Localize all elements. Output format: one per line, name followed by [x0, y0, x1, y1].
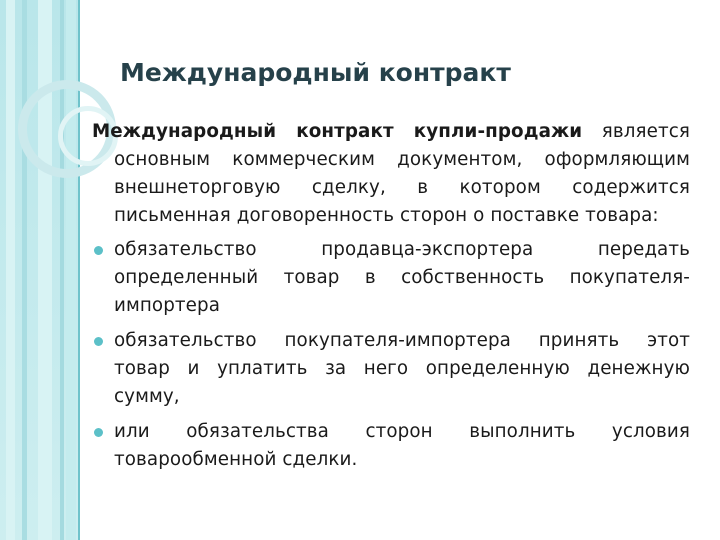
intro-lead-rest: является: [601, 121, 690, 142]
bullet-line: обязательство покупателя-импортера принять этот: [114, 330, 690, 351]
bullet-line: обязательство продавца-экспортера передать: [114, 239, 690, 260]
bullet-dot-icon: [94, 246, 103, 255]
intro-line: внешнеторговую сделку, в котором содержится: [114, 177, 690, 198]
bullet-line: сумму,: [114, 386, 180, 407]
sidebar-stripe: [38, 0, 52, 540]
bullet-line: импортера: [114, 295, 221, 316]
bullet-line: или обязательства сторон выполнить условия: [114, 421, 690, 442]
sidebar-stripe: [22, 0, 27, 540]
bullet-item: [92, 236, 690, 320]
bullet-item: [92, 418, 690, 474]
bullet-line: определенный товар в собственность покупателя-: [114, 267, 690, 288]
bullet-item: [92, 327, 690, 411]
slide-title: Международный контракт: [120, 58, 511, 87]
intro-lead-term: Международный контракт купли-продажи: [92, 121, 583, 142]
intro-paragraph: [92, 118, 690, 230]
bullet-dot-icon: [94, 428, 103, 437]
bullet-line: товар и уплатить за него определенную денежную: [114, 358, 690, 379]
intro-line: основным коммерческим документом, оформляющим: [114, 149, 690, 170]
slide-body: [92, 118, 690, 474]
sidebar-stripe: [6, 0, 15, 540]
intro-line: письменная договоренность сторон о поставке товара:: [114, 205, 659, 226]
intro-line: [92, 118, 690, 146]
bullet-line: товарообменной сделки.: [114, 449, 358, 470]
bullet-dot-icon: [94, 337, 103, 346]
